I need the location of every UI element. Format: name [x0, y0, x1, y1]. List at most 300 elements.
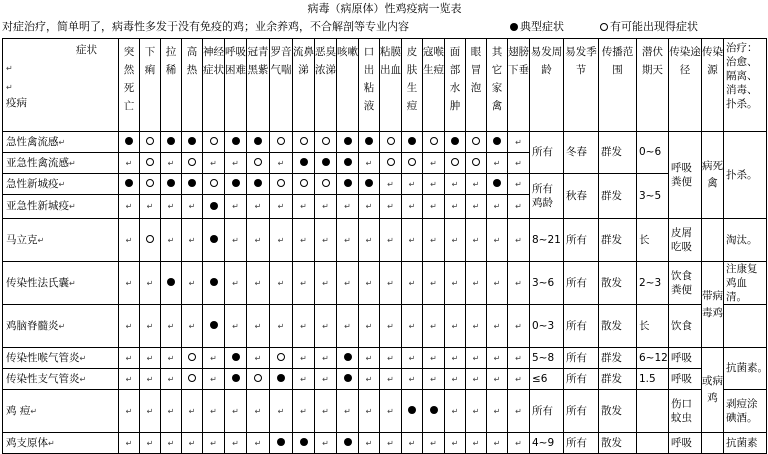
- symptom-cell: ↵: [402, 219, 423, 262]
- table-row: [3, 348, 767, 369]
- filled-dot-icon: [167, 278, 175, 286]
- symptom-cell: ↵: [203, 348, 225, 369]
- symptom-cell: ↵: [423, 348, 445, 369]
- disease-name: 传染性喉气管炎↵: [3, 348, 119, 369]
- symptom-cell: [337, 433, 359, 454]
- symptom-cell: ↵: [119, 219, 140, 262]
- symptom-cell: [270, 369, 293, 390]
- symptom-header: 神经症状: [203, 39, 225, 132]
- corner-symptom-label: 症状: [76, 44, 97, 56]
- info-cell: 所有: [564, 348, 599, 369]
- filled-dot-icon: [277, 438, 285, 446]
- info-cell: 抗菌素。: [724, 348, 767, 390]
- info-cell: 呼吸: [669, 433, 702, 454]
- disease-name: 传染性支气管炎↵: [3, 369, 119, 390]
- filled-dot-icon: [344, 374, 352, 382]
- symptom-cell: ↵: [161, 390, 182, 433]
- symptom-cell: [203, 305, 225, 348]
- table-row: [3, 390, 767, 433]
- info-cell: 散发: [599, 433, 637, 454]
- symptom-cell: ↵: [466, 433, 487, 454]
- info-cell: 病死禽: [702, 132, 724, 219]
- symptom-cell: ↵: [293, 348, 315, 369]
- symptom-cell: ↵: [380, 195, 402, 219]
- symptom-header: 其它家禽: [487, 39, 508, 132]
- symptom-header: 呼吸困难: [225, 39, 247, 132]
- symptom-header: 突然死亡: [119, 39, 140, 132]
- symptom-cell: ↵: [225, 262, 247, 305]
- info-header: 传播范围: [599, 39, 637, 132]
- symptom-cell: ↵: [140, 305, 161, 348]
- filled-dot-icon: [451, 137, 459, 145]
- filled-dot-icon: [365, 137, 373, 145]
- symptom-cell: ↵: [247, 433, 270, 454]
- symptom-cell: [359, 132, 380, 153]
- symptom-cell: ↵: [161, 219, 182, 262]
- corner-disease-label: 疫病: [6, 97, 27, 109]
- symptom-cell: [203, 174, 225, 195]
- symptom-cell: ↵: [508, 174, 530, 195]
- filled-dot-icon: [167, 179, 175, 187]
- info-cell: 饮食粪便: [669, 262, 702, 305]
- hollow-dot-icon: [254, 374, 262, 382]
- symptom-cell: [359, 174, 380, 195]
- info-cell: 所有: [564, 219, 599, 262]
- info-header: 潜伏期天: [637, 39, 669, 132]
- symptom-cell: ↵: [140, 369, 161, 390]
- legend: [510, 18, 698, 36]
- symptom-cell: ↵: [423, 153, 445, 174]
- symptom-header: 下痢: [140, 39, 161, 132]
- symptom-cell: ↵: [203, 153, 225, 174]
- hollow-dot-icon: [210, 179, 218, 187]
- filled-dot-icon: [188, 137, 196, 145]
- corner-cell: 症状 ↵ ↵ 疫病: [3, 39, 119, 132]
- hollow-dot-icon: [430, 137, 438, 145]
- symptom-cell: ↵: [315, 195, 337, 219]
- symptom-cell: [225, 369, 247, 390]
- disease-name: 急性新城疫↵: [3, 174, 119, 195]
- symptom-cell: ↵: [247, 348, 270, 369]
- filled-dot-icon: [232, 353, 240, 361]
- symptom-cell: ↵: [315, 348, 337, 369]
- legend-typical: 典型症状: [520, 20, 564, 33]
- symptom-cell: ↵: [182, 219, 203, 262]
- symptom-cell: [247, 369, 270, 390]
- info-cell: 呼吸: [669, 348, 702, 369]
- info-cell: 1.5: [637, 369, 669, 390]
- disease-name: 亚急性新城疫↵: [3, 195, 119, 219]
- symptom-cell: [182, 369, 203, 390]
- hollow-dot-icon: [600, 23, 608, 31]
- symptom-cell: ↵: [247, 195, 270, 219]
- filled-dot-icon: [210, 321, 218, 329]
- info-cell: 5~8: [530, 348, 564, 369]
- symptom-cell: [203, 195, 225, 219]
- symptom-cell: ↵: [359, 219, 380, 262]
- symptom-cell: ↵: [508, 132, 530, 153]
- hollow-dot-icon: [254, 158, 262, 166]
- symptom-cell: ↵: [359, 390, 380, 433]
- symptom-cell: [423, 132, 445, 153]
- info-cell: 伤口蚊虫: [669, 390, 702, 433]
- disease-table: [2, 38, 767, 454]
- symptom-cell: [402, 390, 423, 433]
- symptom-cell: ↵: [402, 433, 423, 454]
- symptom-cell: [161, 262, 182, 305]
- symptom-cell: ↵: [182, 262, 203, 305]
- symptom-cell: ↵: [315, 219, 337, 262]
- symptom-cell: ↵: [487, 219, 508, 262]
- symptom-cell: ↵: [380, 174, 402, 195]
- table-row: [3, 174, 767, 195]
- symptom-cell: ↵: [359, 433, 380, 454]
- symptom-cell: ↵: [508, 195, 530, 219]
- symptom-cell: [270, 433, 293, 454]
- filled-dot-icon: [344, 353, 352, 361]
- symptom-cell: [487, 174, 508, 195]
- table-row: [3, 132, 767, 153]
- filled-dot-icon: [167, 137, 175, 145]
- filled-dot-icon: [210, 235, 218, 243]
- info-cell: 0~3: [530, 305, 564, 348]
- disease-name: 亚急性禽流感↵: [3, 153, 119, 174]
- symptom-cell: ↵: [402, 348, 423, 369]
- symptom-cell: ↵: [445, 262, 466, 305]
- symptom-cell: ↵: [359, 305, 380, 348]
- symptom-header: 罗音气喘: [270, 39, 293, 132]
- disease-name: 传染性法氏囊↵: [3, 262, 119, 305]
- symptom-cell: ↵: [423, 174, 445, 195]
- symptom-cell: [203, 132, 225, 153]
- info-cell: 群发: [599, 174, 637, 219]
- hollow-dot-icon: [300, 179, 308, 187]
- symptom-cell: ↵: [466, 390, 487, 433]
- symptom-cell: ↵: [487, 195, 508, 219]
- info-cell: 皮屑吃吸: [669, 219, 702, 262]
- info-cell: 扑杀。: [724, 132, 767, 219]
- info-cell: 饮食: [669, 305, 702, 348]
- info-header: 传染途径: [669, 39, 702, 132]
- hollow-dot-icon: [300, 137, 308, 145]
- filled-dot-icon: [430, 406, 438, 414]
- info-cell: [702, 219, 724, 262]
- info-cell: 3~5: [637, 174, 669, 219]
- symptom-header: 恶臭浓涕: [315, 39, 337, 132]
- hollow-dot-icon: [387, 137, 395, 145]
- filled-dot-icon: [493, 179, 501, 187]
- symptom-cell: ↵: [293, 369, 315, 390]
- filled-dot-icon: [125, 179, 133, 187]
- info-cell: 抗菌素: [724, 433, 767, 454]
- symptom-cell: ↵: [402, 369, 423, 390]
- symptom-header: 口出粘液: [359, 39, 380, 132]
- filled-dot-icon: [232, 137, 240, 145]
- filled-dot-icon: [254, 179, 262, 187]
- symptom-cell: ↵: [508, 390, 530, 433]
- disease-name: 鸡支原体↵: [3, 433, 119, 454]
- symptom-cell: ↵: [423, 219, 445, 262]
- info-cell: 所有: [530, 132, 564, 174]
- hollow-dot-icon: [188, 374, 196, 382]
- symptom-cell: ↵: [161, 305, 182, 348]
- symptom-cell: ↵: [337, 390, 359, 433]
- info-header: 治疗：治愈、隔离、消毒、扑杀。: [724, 39, 767, 132]
- info-header: 易发周龄: [530, 39, 564, 132]
- symptom-header: 翅膀下垂: [508, 39, 530, 132]
- hollow-dot-icon: [146, 179, 154, 187]
- symptom-cell: ↵: [161, 195, 182, 219]
- symptom-cell: ↵: [182, 305, 203, 348]
- info-cell: 淘汰。: [724, 219, 767, 262]
- table-row: [3, 219, 767, 262]
- symptom-cell: ↵: [182, 433, 203, 454]
- symptom-cell: ↵: [315, 433, 337, 454]
- info-cell: 0~6: [637, 132, 669, 174]
- info-cell: 长: [637, 305, 669, 348]
- filled-dot-icon: [277, 374, 285, 382]
- symptom-cell: [402, 132, 423, 153]
- info-cell: 散发: [599, 390, 637, 433]
- symptom-cell: ↵: [161, 369, 182, 390]
- symptom-cell: ↵: [445, 348, 466, 369]
- page-title: 病毒（病原体）性鸡疫病一览表: [307, 2, 462, 15]
- intro-text: 对症治疗，简单明了，病毒性多发于没有免疫的鸡；业余养鸡，不合解剖等专业内容: [2, 20, 409, 33]
- hollow-dot-icon: [277, 353, 285, 361]
- symptom-cell: ↵: [423, 433, 445, 454]
- symptom-cell: ↵: [487, 262, 508, 305]
- symptom-cell: ↵: [487, 305, 508, 348]
- info-cell: 散发: [599, 262, 637, 305]
- symptom-cell: [270, 132, 293, 153]
- symptom-cell: ↵: [466, 305, 487, 348]
- symptom-header: 皮肤生痘: [402, 39, 423, 132]
- symptom-cell: ↵: [225, 219, 247, 262]
- symptom-cell: [315, 153, 337, 174]
- symptom-cell: ↵: [423, 369, 445, 390]
- symptom-cell: ↵: [270, 153, 293, 174]
- hollow-dot-icon: [387, 158, 395, 166]
- symptom-cell: ↵: [119, 390, 140, 433]
- symptom-cell: ↵: [161, 348, 182, 369]
- symptom-cell: ↵: [293, 195, 315, 219]
- symptom-cell: ↵: [225, 390, 247, 433]
- symptom-cell: ↵: [247, 219, 270, 262]
- legend-possible: 有可能出现得症状: [610, 20, 698, 33]
- info-cell: ≤6: [530, 369, 564, 390]
- symptom-cell: [140, 174, 161, 195]
- symptom-cell: ↵: [445, 369, 466, 390]
- hollow-dot-icon: [146, 235, 154, 243]
- info-cell: [637, 390, 669, 433]
- symptom-cell: [487, 132, 508, 153]
- hollow-dot-icon: [472, 137, 480, 145]
- symptom-cell: ↵: [466, 262, 487, 305]
- symptom-cell: [247, 153, 270, 174]
- symptom-cell: [315, 174, 337, 195]
- disease-name: 鸡 痘↵: [3, 390, 119, 433]
- symptom-cell: ↵: [161, 433, 182, 454]
- symptom-header: 高热: [182, 39, 203, 132]
- symptom-cell: ↵: [423, 305, 445, 348]
- symptom-cell: ↵: [508, 219, 530, 262]
- symptom-cell: ↵: [445, 390, 466, 433]
- symptom-cell: [466, 153, 487, 174]
- symptom-cell: ↵: [270, 390, 293, 433]
- header-row: [3, 39, 767, 132]
- info-cell: 秋春: [564, 174, 599, 219]
- symptom-cell: ↵: [119, 153, 140, 174]
- symptom-cell: [337, 348, 359, 369]
- filled-dot-icon: [408, 406, 416, 414]
- symptom-cell: ↵: [380, 348, 402, 369]
- symptom-cell: [380, 153, 402, 174]
- symptom-cell: ↵: [119, 305, 140, 348]
- info-cell: 群发: [599, 132, 637, 174]
- symptom-cell: [225, 348, 247, 369]
- hollow-dot-icon: [472, 158, 480, 166]
- hollow-dot-icon: [146, 137, 154, 145]
- symptom-cell: ↵: [182, 195, 203, 219]
- intro-line: [2, 18, 737, 36]
- symptom-cell: ↵: [402, 305, 423, 348]
- symptom-header: 咳嗽: [337, 39, 359, 132]
- symptom-cell: ↵: [359, 262, 380, 305]
- symptom-cell: ↵: [508, 433, 530, 454]
- info-cell: 或病鸡: [702, 348, 724, 433]
- info-cell: [724, 305, 767, 348]
- symptom-cell: [182, 174, 203, 195]
- symptom-cell: ↵: [466, 219, 487, 262]
- filled-dot-icon: [344, 158, 352, 166]
- symptom-cell: [119, 132, 140, 153]
- symptom-cell: ↵: [293, 262, 315, 305]
- info-cell: 所有: [564, 262, 599, 305]
- symptom-cell: ↵: [337, 305, 359, 348]
- info-header: 传染源: [702, 39, 724, 132]
- info-cell: 所有: [564, 433, 599, 454]
- hollow-dot-icon: [451, 158, 459, 166]
- filled-dot-icon: [344, 179, 352, 187]
- filled-dot-icon: [300, 158, 308, 166]
- filled-dot-icon: [300, 438, 308, 446]
- symptom-cell: ↵: [247, 262, 270, 305]
- symptom-cell: [270, 174, 293, 195]
- info-cell: 长: [637, 219, 669, 262]
- symptom-cell: ↵: [508, 369, 530, 390]
- symptom-cell: ↵: [445, 433, 466, 454]
- symptom-cell: ↵: [359, 153, 380, 174]
- info-cell: [702, 433, 724, 454]
- info-cell: 群发: [599, 348, 637, 369]
- filled-dot-icon: [344, 137, 352, 145]
- hollow-dot-icon: [408, 158, 416, 166]
- symptom-cell: ↵: [380, 262, 402, 305]
- symptom-cell: ↵: [140, 390, 161, 433]
- symptom-cell: [293, 132, 315, 153]
- symptom-cell: ↵: [508, 153, 530, 174]
- table-row: [3, 433, 767, 454]
- disease-name: 急性禽流感↵: [3, 132, 119, 153]
- symptom-cell: ↵: [487, 153, 508, 174]
- symptom-cell: ↵: [203, 390, 225, 433]
- info-cell: 注康复鸡血清。: [724, 262, 767, 305]
- hollow-dot-icon: [277, 137, 285, 145]
- symptom-cell: ↵: [293, 390, 315, 433]
- symptom-cell: [293, 174, 315, 195]
- symptom-cell: [337, 132, 359, 153]
- symptom-header: 面部水肿: [445, 39, 466, 132]
- symptom-cell: [225, 174, 247, 195]
- info-cell: 群发: [599, 219, 637, 262]
- symptom-cell: ↵: [445, 174, 466, 195]
- symptom-cell: ↵: [359, 348, 380, 369]
- hollow-dot-icon: [188, 158, 196, 166]
- symptom-cell: ↵: [315, 305, 337, 348]
- symptom-cell: ↵: [315, 262, 337, 305]
- hollow-dot-icon: [322, 137, 330, 145]
- symptom-cell: [380, 132, 402, 153]
- disease-name: 鸡脑脊髓炎↵: [3, 305, 119, 348]
- symptom-cell: ↵: [466, 348, 487, 369]
- info-cell: 剥痘涂碘酒。: [724, 390, 767, 433]
- symptom-cell: [182, 348, 203, 369]
- symptom-cell: ↵: [487, 369, 508, 390]
- symptom-cell: ↵: [203, 433, 225, 454]
- filled-dot-icon: [210, 278, 218, 286]
- info-header: 易发季节: [564, 39, 599, 132]
- symptom-cell: ↵: [402, 174, 423, 195]
- symptom-cell: [445, 153, 466, 174]
- info-cell: 2~3: [637, 262, 669, 305]
- symptom-cell: ↵: [225, 153, 247, 174]
- info-cell: 冬春: [564, 132, 599, 174]
- symptom-cell: [466, 132, 487, 153]
- symptom-cell: ↵: [225, 433, 247, 454]
- symptom-cell: ↵: [402, 262, 423, 305]
- symptom-cell: ↵: [293, 219, 315, 262]
- symptom-cell: ↵: [247, 305, 270, 348]
- symptom-header: 拉稀: [161, 39, 182, 132]
- symptom-cell: ↵: [508, 348, 530, 369]
- filled-dot-icon: [365, 179, 373, 187]
- symptom-cell: ↵: [161, 153, 182, 174]
- symptom-cell: ↵: [140, 195, 161, 219]
- info-cell: 8~21: [530, 219, 564, 262]
- symptom-cell: [337, 369, 359, 390]
- symptom-cell: ↵: [270, 195, 293, 219]
- symptom-cell: ↵: [337, 219, 359, 262]
- symptom-cell: [140, 153, 161, 174]
- symptom-cell: [293, 433, 315, 454]
- filled-dot-icon: [322, 158, 330, 166]
- symptom-cell: ↵: [119, 433, 140, 454]
- filled-dot-icon: [188, 179, 196, 187]
- symptom-cell: ↵: [119, 195, 140, 219]
- symptom-cell: ↵: [140, 348, 161, 369]
- info-cell: 呼吸粪便: [669, 132, 702, 219]
- symptom-cell: [203, 219, 225, 262]
- symptom-cell: ↵: [270, 262, 293, 305]
- symptom-cell: ↵: [487, 348, 508, 369]
- symptom-cell: ↵: [119, 262, 140, 305]
- symptom-cell: [140, 219, 161, 262]
- symptom-cell: ↵: [466, 369, 487, 390]
- symptom-cell: ↵: [380, 219, 402, 262]
- symptom-cell: ↵: [487, 390, 508, 433]
- symptom-cell: ↵: [337, 262, 359, 305]
- hollow-dot-icon: [322, 179, 330, 187]
